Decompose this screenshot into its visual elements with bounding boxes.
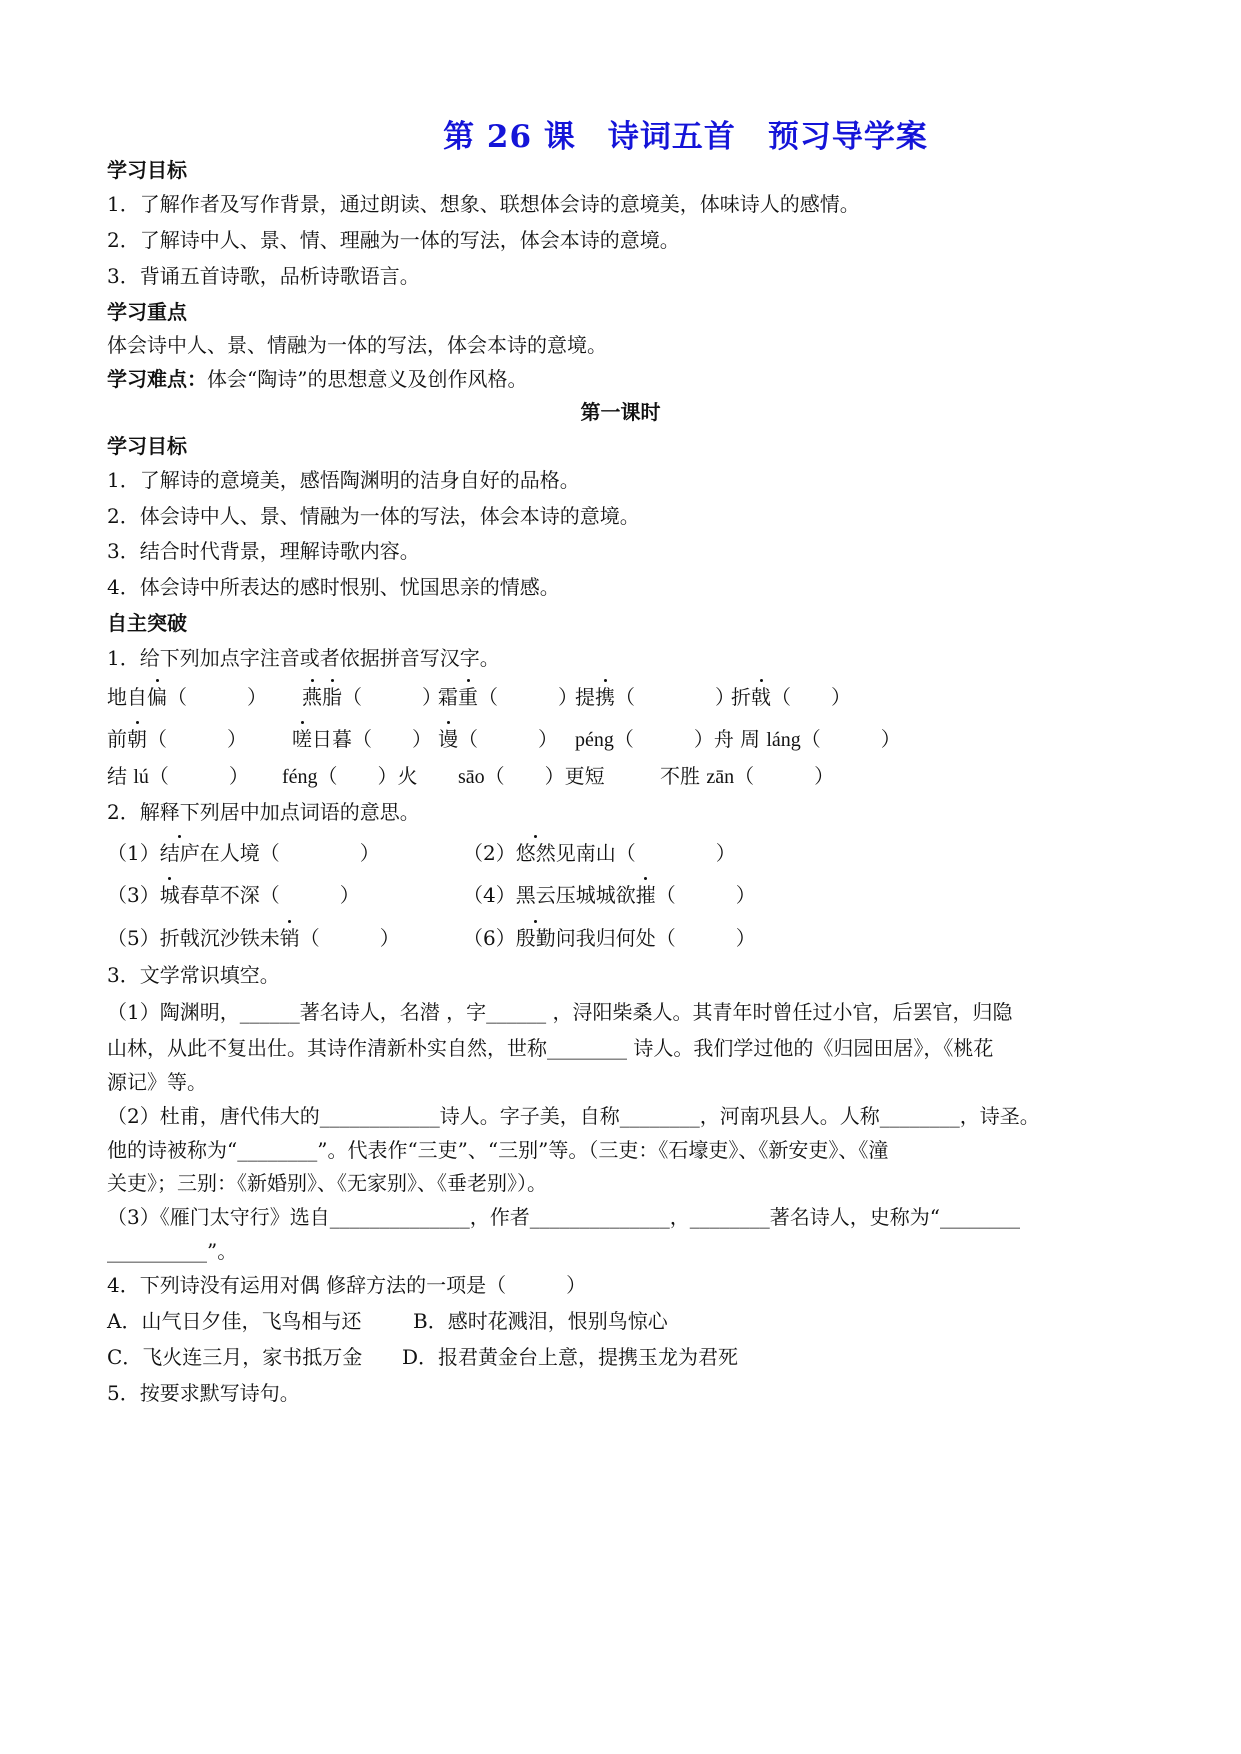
question-1: 1．给下列加点字注音或者依据拼音写汉字。 — [107, 646, 500, 670]
pinyin-item: 前朝（ ） — [107, 727, 247, 751]
option-c: C．飞火连三月，家书抵万金 — [107, 1345, 363, 1369]
pinyin-text: lú — [133, 766, 149, 788]
fill-blank-line: __________”。 — [107, 1239, 238, 1263]
option-b: B．感时花溅泪，恨别鸟惊心 — [413, 1309, 668, 1333]
fill-blank-line: 山林，从此不复出仕。其诗作清新朴实自然，世称________ 诗人。我们学过他的《归园田居》，《桃花 — [107, 1036, 994, 1060]
objective-item: 2．了解诗中人、景、情、理融为一体的写法，体会本诗的意境。 — [107, 228, 680, 252]
fill-blank-line: 他的诗被称为“________”。代表作“三吏”、“三别”等。（三吏：《石壕吏》、《新安吏》、《潼 — [107, 1138, 889, 1162]
dotted-word: 结庐 — [159, 841, 200, 865]
dotted-char: 重 — [458, 685, 478, 709]
explain-item: （1）结庐在人境（ ） — [107, 841, 380, 865]
pinyin-item: 霜重（ ） — [438, 685, 578, 709]
explain-item: （2）悠然见南山（ ） — [463, 841, 736, 865]
section-heading-self-study: 自主突破 — [107, 611, 187, 635]
dotted-word: 悠然 — [515, 841, 556, 865]
fill-blank-line: 源记》等。 — [107, 1070, 207, 1094]
explain-item: （3）城春草不深（ ） — [107, 883, 360, 907]
objective-item: 1．了解诗的意境美，感悟陶渊明的洁身自好的品格。 — [107, 468, 580, 492]
objective-item: 3．背诵五首诗歌，品析诗歌语言。 — [107, 264, 420, 288]
objective-item: 4．体会诗中所表达的感时恨别、忧国思亲的情感。 — [107, 575, 560, 599]
option-a: A．山气日夕佳，飞鸟相与还 — [107, 1309, 362, 1333]
pinyin-text: féng — [282, 766, 318, 788]
section-heading-key-points: 学习重点 — [107, 300, 187, 324]
dotted-char: 携 — [595, 685, 615, 709]
pinyin-item: sāo（ ）更短 — [458, 764, 605, 788]
section-heading-objectives: 学习目标 — [107, 158, 187, 182]
difficulty-text: 体会“陶诗”的思想意义及创作风格。 — [207, 367, 528, 391]
pinyin-item: 周 láng（ ） — [740, 727, 901, 751]
dotted-char: 偏 — [147, 685, 167, 709]
section-heading-objectives-2: 学习目标 — [107, 434, 187, 458]
dotted-char: 谩 — [438, 727, 458, 751]
fill-blank-line: 关吏》；三别：《新婚别》、《无家别》、《垂老别》）。 — [107, 1171, 547, 1195]
pinyin-text: sāo — [458, 766, 485, 788]
pinyin-item: 燕脂（ ） — [302, 685, 442, 709]
objective-item: 1．了解作者及写作背景，通过朗读、想象、联想体会诗的意境美，体味诗人的感情。 — [107, 192, 860, 216]
question-3: 3．文学常识填空。 — [107, 963, 280, 987]
dotted-word: 城 — [159, 883, 180, 907]
difficulty-label: 学习难点： — [107, 367, 207, 391]
pinyin-item: 提携（ ） — [575, 685, 735, 709]
pinyin-item: 折戟（ ） — [731, 685, 851, 709]
pinyin-text: láng — [766, 729, 801, 751]
pinyin-item: péng（ ）舟 — [575, 727, 734, 751]
pinyin-item: féng（ ）火 — [282, 764, 418, 788]
lesson-heading: 第一课时 — [580, 400, 661, 424]
fill-blank-line: （2）杜甫，唐代伟大的____________诗人。字子美，自称________，河南巩县人。人称________，诗圣。 — [107, 1104, 1040, 1128]
dotted-char: 脂 — [322, 685, 342, 709]
explain-item: （6）殷勤问我归何处（ ） — [463, 926, 756, 950]
question-5: 5．按要求默写诗句。 — [107, 1381, 300, 1405]
explain-item: （5）折戟沉沙铁未销（ ） — [107, 926, 400, 950]
objective-item: 2．体会诗中人、景、情融为一体的写法，体会本诗的意境。 — [107, 504, 640, 528]
dotted-char: 嗟 — [292, 727, 312, 751]
difficulty-line — [107, 366, 527, 392]
pinyin-item: 谩（ ） — [438, 727, 558, 751]
pinyin-text: zān — [706, 766, 735, 788]
question-2: 2．解释下列居中加点词语的意思。 — [107, 800, 420, 824]
pinyin-item: 不胜 zān（ ） — [660, 764, 835, 788]
pinyin-item: 地自偏（ ） — [107, 685, 267, 709]
key-points-text: 体会诗中人、景、情融为一体的写法，体会本诗的意境。 — [107, 333, 607, 357]
dotted-word: 销 — [279, 926, 300, 950]
pinyin-item: 嗟日暮（ ） — [292, 727, 432, 751]
dotted-char: 朝 — [127, 727, 147, 751]
dotted-char: 戟 — [751, 685, 771, 709]
question-4: 4．下列诗没有运用对偶 修辞方法的一项是（ ） — [107, 1273, 587, 1297]
option-d: D．报君黄金台上意，提携玉龙为君死 — [402, 1345, 739, 1369]
dotted-word: 殷勤 — [515, 926, 556, 950]
explain-item: （4）黑云压城城欲摧（ ） — [463, 883, 756, 907]
page-title: 第 26 课 诗词五首 预习导学案 — [443, 119, 928, 155]
pinyin-text: péng — [575, 729, 614, 751]
objective-item: 3．结合时代背景，理解诗歌内容。 — [107, 539, 420, 563]
fill-blank-line: （3）《雁门太守行》选自______________，作者______________，________著名诗人，史称为“________ — [107, 1205, 1020, 1229]
dotted-word: 摧 — [635, 883, 656, 907]
pinyin-item: 结 lú（ ） — [107, 764, 249, 788]
fill-blank-line: （1）陶渊明，______著名诗人，名潜 ，字______ ，浔阳柴桑人。其青年时曾任过小官，后罢官，归隐 — [107, 1000, 1013, 1024]
dotted-char: 燕 — [302, 685, 322, 709]
